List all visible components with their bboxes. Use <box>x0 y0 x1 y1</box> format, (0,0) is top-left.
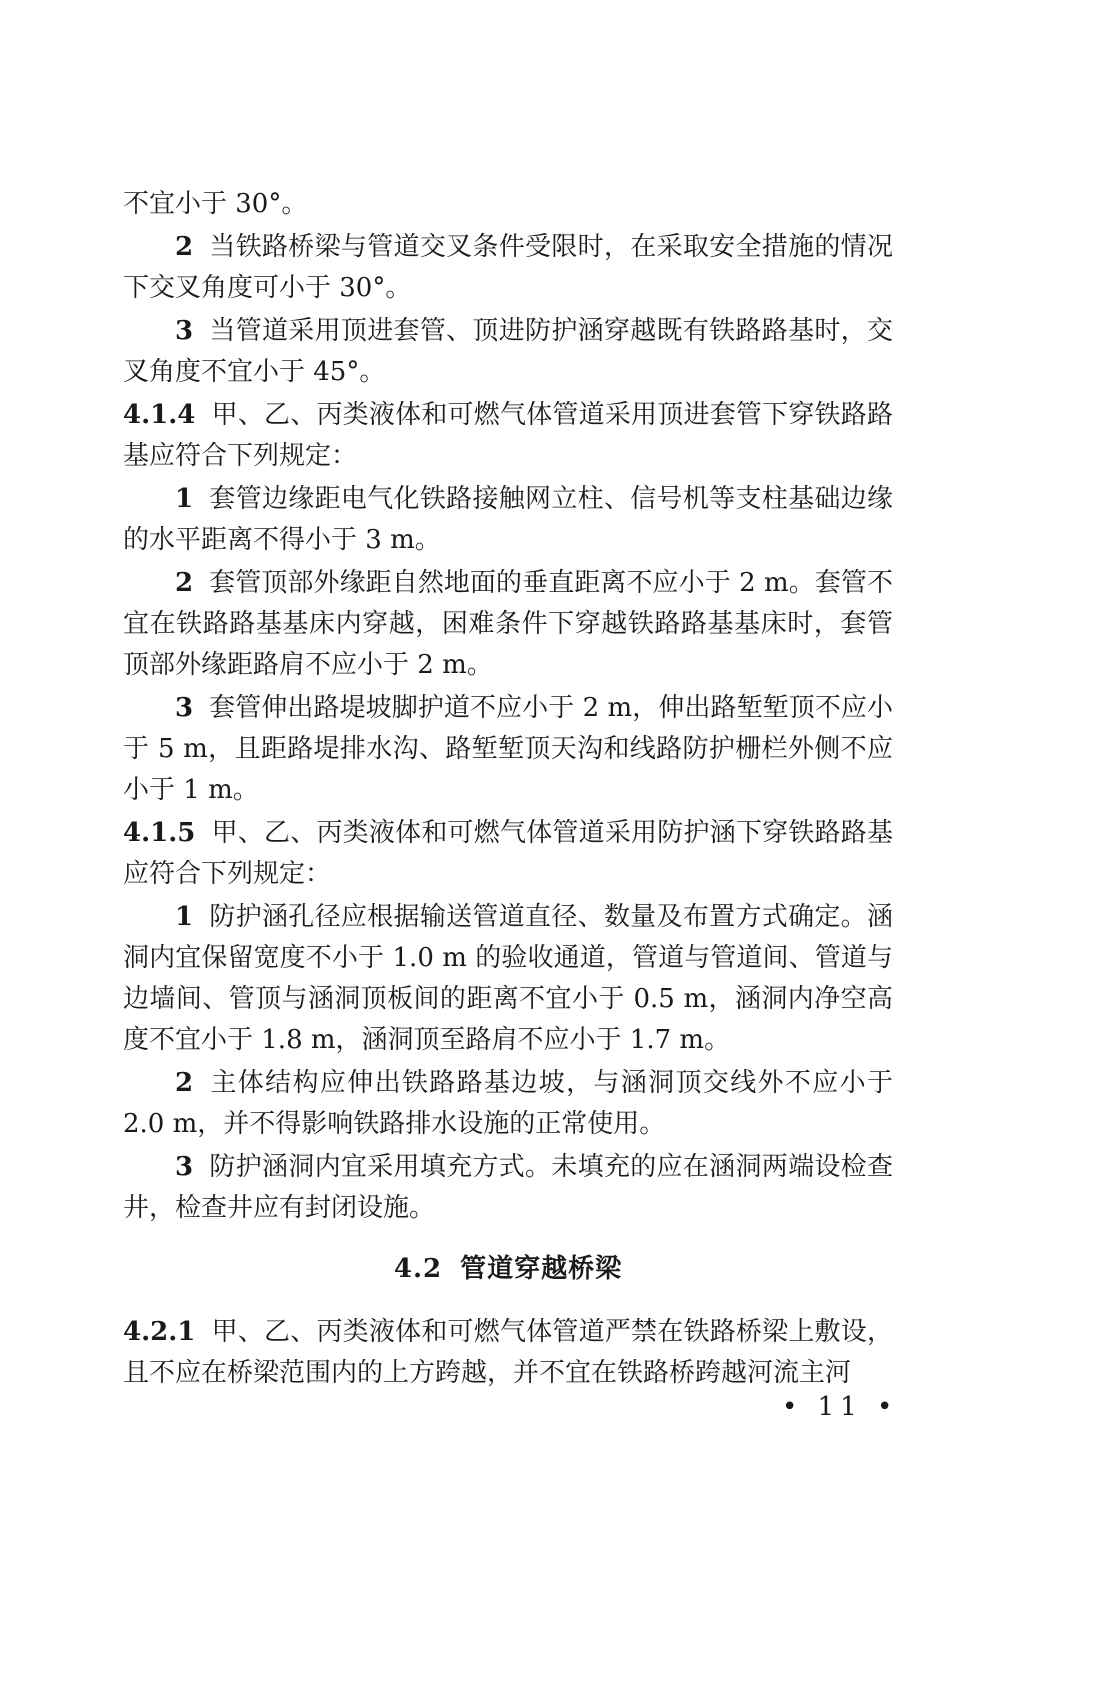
paragraph-number: 2 <box>175 232 194 262</box>
list-item-paragraph <box>123 311 893 393</box>
section-title: 管道穿越桥梁 <box>460 1254 623 1284</box>
paragraph-text: 套管顶部外缘距自然地面的垂直距离不应小于 2 m。套管不宜在铁路路基基床内穿越，困难条件下穿越铁路路基基床时，套管顶部外缘距路肩不应小于 2 m。 <box>123 568 893 680</box>
paragraph-number: 4.1.4 <box>123 400 196 430</box>
section-number: 4.2 <box>393 1254 443 1284</box>
paragraph-text: 不宜小于 30°。 <box>123 189 308 219</box>
continuation-paragraph <box>123 184 893 225</box>
section-heading <box>123 1249 893 1290</box>
paragraph-number: 3 <box>175 316 194 346</box>
paragraph-text: 甲、乙、丙类液体和可燃气体管道采用防护涵下穿铁路路基应符合下列规定： <box>123 818 893 889</box>
paragraph-number: 2 <box>175 568 194 598</box>
list-item-paragraph <box>123 1063 893 1145</box>
paragraph-text: 防护涵孔径应根据输送管道直径、数量及布置方式确定。涵洞内宜保留宽度不小于 1.0 m 的验收通道，管道与管道间、管道与边墙间、管顶与涵洞顶板间的距离不宜小于 0.5 m，涵洞内净空高度不宜小于 1.8 m，涵洞顶至路肩不应小于 1.7 m。 <box>123 902 893 1055</box>
clause-paragraph <box>123 395 893 477</box>
list-item-paragraph <box>123 897 893 1061</box>
page-body <box>123 184 893 1396</box>
list-item-paragraph <box>123 688 893 811</box>
paragraph-text: 甲、乙、丙类液体和可燃气体管道采用顶进套管下穿铁路路基应符合下列规定： <box>123 400 893 471</box>
paragraphs-after-section <box>123 1312 893 1394</box>
paragraph-text: 主体结构应伸出铁路路基边坡，与涵洞顶交线外不应小于 2.0 m，并不得影响铁路排水设施的正常使用。 <box>123 1068 893 1139</box>
paragraph-number: 3 <box>175 1152 194 1182</box>
paragraph-number: 1 <box>175 902 194 932</box>
list-item-paragraph <box>123 227 893 309</box>
paragraph-text: 套管边缘距电气化铁路接触网立柱、信号机等支柱基础边缘的水平距离不得小于 3 m。 <box>123 484 893 555</box>
clause-paragraph <box>123 813 893 895</box>
paragraph-text: 套管伸出路堤坡脚护道不应小于 2 m，伸出路堑堑顶不应小于 5 m，且距路堤排水沟、路堑堑顶天沟和线路防护栅栏外侧不应小于 1 m。 <box>123 693 893 805</box>
paragraphs-before-section <box>123 184 893 1229</box>
paragraph-number: 2 <box>175 1068 194 1098</box>
list-item-paragraph <box>123 563 893 686</box>
paragraph-number: 1 <box>175 484 194 514</box>
list-item-paragraph <box>123 1147 893 1229</box>
paragraph-text: 防护涵洞内宜采用填充方式。未填充的应在涵洞两端设检查井，检查井应有封闭设施。 <box>123 1152 893 1223</box>
clause-paragraph <box>123 1312 893 1394</box>
paragraph-text: 当管道采用顶进套管、顶进防护涵穿越既有铁路路基时，交叉角度不宜小于 45°。 <box>123 316 893 387</box>
paragraph-text: 甲、乙、丙类液体和可燃气体管道严禁在铁路桥梁上敷设，且不应在桥梁范围内的上方跨越，并不宜在铁路桥跨越河流主河 <box>123 1317 893 1388</box>
paragraph-number: 4.2.1 <box>123 1317 196 1347</box>
page-number: • 11 • <box>782 1392 899 1422</box>
paragraph-text: 当铁路桥梁与管道交叉条件受限时，在采取安全措施的情况下交叉角度可小于 30°。 <box>123 232 893 303</box>
list-item-paragraph <box>123 479 893 561</box>
paragraph-number: 3 <box>175 693 194 723</box>
paragraph-number: 4.1.5 <box>123 818 196 848</box>
